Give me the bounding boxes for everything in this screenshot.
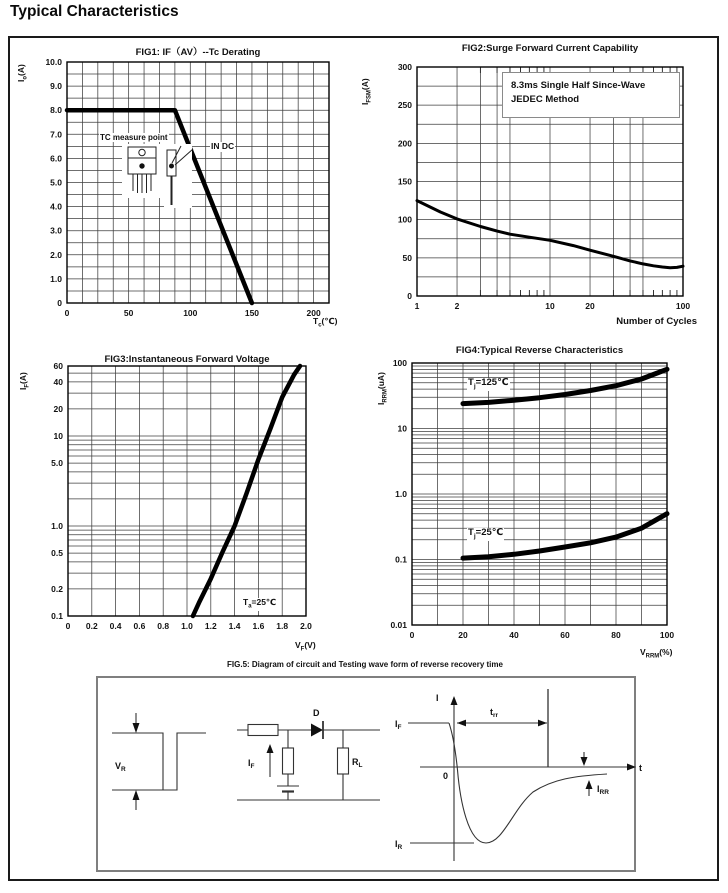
fig2-y-tick: 100 <box>397 214 412 225</box>
fig1-x-axis-label: $T_c(℃)$ <box>313 316 338 329</box>
irr-label: $I_{RR}$ <box>597 784 609 796</box>
vr-label: $V_R$ <box>115 761 126 773</box>
fig4-x-tick: 20 <box>458 630 468 640</box>
fig3-y-tick: 20 <box>53 403 63 414</box>
fig3-ta-label: $T_a=25℃$ <box>243 597 277 610</box>
if-level-label: $I_F$ <box>395 719 402 731</box>
fig2-title: FIG2:Surge Forward Current Capability <box>461 43 639 54</box>
fig3-x-tick: 1.2 <box>204 621 217 631</box>
if-source-label: $I_F$ <box>248 758 255 770</box>
fig2-x-tick: 1 <box>414 301 420 311</box>
fig3-y-tick: 10 <box>53 431 63 442</box>
fig2-x-axis-label: Number of Cycles <box>616 316 697 327</box>
fig2-x-tick: 10 <box>545 301 555 311</box>
fig3-x-tick: 1.8 <box>276 621 289 631</box>
fig3-x-tick: 0.6 <box>133 621 146 631</box>
fig1-title: FIG1: IF（AV）--Tc Derating <box>135 47 261 58</box>
fig4-tj25-label: $T_j=25℃$ <box>468 527 504 540</box>
fig4-y-axis-label: $I_{RRM}(uA)$ <box>376 372 389 405</box>
fig1-y-tick: 10.0 <box>45 57 62 67</box>
fig5-caption: FIG.5: Diagram of circuit and Testing wave form of reverse recovery time <box>227 660 503 669</box>
fig1-in-dc-label: IN DC <box>211 141 235 151</box>
fig1-y-tick: 0 <box>57 298 62 308</box>
zero-label: 0 <box>443 771 449 781</box>
fig3-y-tick: 5.0 <box>51 458 63 469</box>
fig4-x-tick: 0 <box>409 630 415 640</box>
fig1-x-tick: 50 <box>123 308 134 318</box>
fig1-y-tick: 5.0 <box>50 177 62 188</box>
fig3-y-tick: 0.1 <box>51 611 63 621</box>
fig5-border-box <box>96 676 636 872</box>
fig4-title: FIG4:Typical Reverse Characteristics <box>455 345 624 356</box>
fig4-y-tick: 10 <box>397 423 407 434</box>
fig1-x-tick: 0 <box>64 308 70 318</box>
fig2-x-tick: 2 <box>454 301 460 311</box>
fig1-y-axis-label: $I_o(A)$ <box>16 64 29 82</box>
fig3-y-tick: 1.0 <box>51 521 63 532</box>
fig2-y-axis-label: $I_{FSM}(A)$ <box>360 78 373 105</box>
fig1-y-tick: 3.0 <box>50 225 62 236</box>
fig2-y-tick: 150 <box>397 176 412 187</box>
i-axis-label: I <box>436 693 439 703</box>
fig3-y-tick: 60 <box>53 361 63 371</box>
fig2-y-tick: 50 <box>402 252 412 263</box>
fig2-y-tick: 250 <box>397 100 412 111</box>
fig2-y-tick: 0 <box>407 291 412 301</box>
fig2-note-line2: JEDEC Method <box>511 93 580 105</box>
fig4-y-tick: 100 <box>392 358 407 368</box>
fig1-y-tick: 4.0 <box>50 201 62 212</box>
fig2-y-tick: 200 <box>397 138 412 149</box>
fig2-note-box <box>502 72 680 118</box>
fig3-y-tick: 0.2 <box>51 583 63 594</box>
fig4-y-tick: 1.0 <box>395 489 407 499</box>
fig1-y-tick: 8.0 <box>50 105 62 116</box>
fig4-y-tick: 0.01 <box>390 620 407 630</box>
fig2-note-line1: 8.3ms Single Half Since-Wave <box>511 80 646 91</box>
fig1-y-tick: 6.0 <box>50 153 62 164</box>
fig3-x-tick: 0.4 <box>109 621 122 631</box>
fig3-x-tick: 2.0 <box>300 621 312 631</box>
fig3-x-axis-label: $V_F(V)$ <box>295 640 316 653</box>
fig1-x-tick: 100 <box>183 308 198 318</box>
fig4-x-tick: 100 <box>659 630 675 640</box>
fig1-y-tick: 1.0 <box>50 273 62 284</box>
ir-label: $I_R$ <box>395 839 403 851</box>
fig4-x-tick: 80 <box>611 630 621 640</box>
fig3-y-tick: 0.5 <box>51 548 63 559</box>
fig3-title: FIG3:Instantaneous Forward Voltage <box>104 354 270 365</box>
fig3-x-tick: 0.8 <box>157 621 170 631</box>
fig4-x-axis-label: $V_{RRM}(\%)$ <box>640 647 673 660</box>
fig2-x-tick: 20 <box>585 301 595 311</box>
fig4-tj125-label: $T_j=125℃$ <box>468 377 509 390</box>
fig4-y-tick: 0.1 <box>395 554 407 565</box>
fig1-x-tick: 200 <box>306 308 321 318</box>
fig3-x-tick: 1.0 <box>181 621 193 631</box>
fig1-y-tick: 7.0 <box>50 129 62 140</box>
fig4-x-tick: 40 <box>509 630 519 640</box>
fig3-y-axis-label: $I_F(A)$ <box>18 372 31 390</box>
fig4-x-tick: 60 <box>560 630 570 640</box>
t-axis-label: t <box>639 763 642 773</box>
fig3-x-tick: 0 <box>65 621 71 631</box>
page-title: Typical Characteristics <box>10 3 179 20</box>
fig3-x-tick: 0.2 <box>85 621 98 631</box>
trr-label: $t_{rr}$ <box>490 707 499 719</box>
diode-label: D <box>313 708 320 718</box>
fig3-x-tick: 1.6 <box>252 621 265 631</box>
fig2-x-tick: 100 <box>675 301 691 311</box>
fig1-tc-measure-point-label: TC measure point <box>100 133 168 142</box>
fig1-y-tick: 9.0 <box>50 81 62 92</box>
fig3-y-tick: 40 <box>53 376 63 387</box>
fig1-y-tick: 2.0 <box>50 249 62 260</box>
fig3-x-tick: 1.4 <box>228 621 241 631</box>
fig2-y-tick: 300 <box>397 62 412 72</box>
rl-label: $R_L$ <box>352 757 363 769</box>
fig1-x-tick: 150 <box>244 308 260 318</box>
